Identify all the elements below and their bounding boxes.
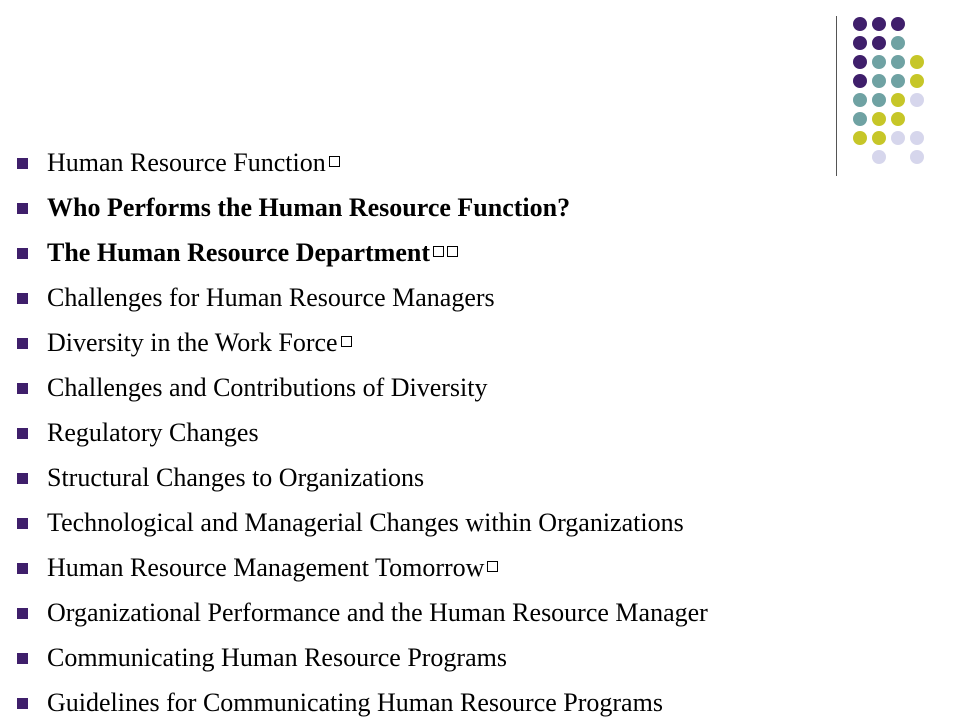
square-bullet-icon [17,293,28,304]
decorative-dot [872,74,886,88]
square-bullet-icon [17,653,28,664]
bullet-text: Guidelines for Communicating Human Resource Programs [47,688,663,717]
bullet-item [0,548,900,593]
bullet-text: Human Resource Management Tomorrow [47,553,485,582]
bullet-item [0,233,900,278]
missing-glyph-box-icon [433,246,444,257]
bullet-item [0,503,900,548]
bullet-item [0,458,900,503]
bullet-item [0,638,900,683]
decorative-dot-grid [853,17,953,157]
decorative-dot [910,55,924,69]
decorative-dot [891,55,905,69]
decorative-dot [891,93,905,107]
bullet-item [0,143,900,188]
missing-glyph-box-icon [329,156,340,167]
decorative-dot [891,36,905,50]
missing-glyph-box-icon [487,561,498,572]
bullet-text: Challenges for Human Resource Managers [47,283,495,312]
square-bullet-icon [17,338,28,349]
decorative-dot [872,17,886,31]
bullet-item [0,323,900,368]
decorative-dot [872,55,886,69]
bullet-text: Technological and Managerial Changes within Organizations [47,508,684,537]
bullet-item [0,188,900,233]
decorative-dot [872,36,886,50]
bullet-item [0,413,900,458]
square-bullet-icon [17,473,28,484]
decorative-dot [853,74,867,88]
bullet-text: Regulatory Changes [47,418,259,447]
bullet-text: Who Performs the Human Resource Function? [47,193,571,222]
bullet-text: Diversity in the Work Force [47,328,338,357]
bullet-item [0,368,900,413]
bullet-text: Organizational Performance and the Human Resource Manager [47,598,708,627]
decorative-dot [853,17,867,31]
decorative-dot [910,150,924,164]
missing-glyph-box-icon [341,336,352,347]
bullet-item [0,278,900,323]
square-bullet-icon [17,518,28,529]
decorative-dot [910,131,924,145]
bullet-text: The Human Resource Department [47,238,430,267]
decorative-dot [853,36,867,50]
bullet-text: Communicating Human Resource Programs [47,643,507,672]
decorative-dot [872,112,886,126]
square-bullet-icon [17,248,28,259]
square-bullet-icon [17,203,28,214]
bullet-item [0,593,900,638]
square-bullet-icon [17,383,28,394]
decorative-dot [910,93,924,107]
square-bullet-icon [17,158,28,169]
square-bullet-icon [17,698,28,709]
decorative-dot [853,55,867,69]
bullet-item [0,683,900,728]
square-bullet-icon [17,563,28,574]
missing-glyph-box-icon [447,246,458,257]
decorative-dot [891,74,905,88]
decorative-dot [891,112,905,126]
decorative-dot [853,112,867,126]
decorative-dot [891,17,905,31]
square-bullet-icon [17,608,28,619]
decorative-dot [872,93,886,107]
square-bullet-icon [17,428,28,439]
bullet-text: Structural Changes to Organizations [47,463,425,492]
bullet-text: Human Resource Function [47,148,326,177]
decorative-dot [853,93,867,107]
bullet-list [0,143,900,728]
decorative-dot [910,74,924,88]
bullet-text: Challenges and Contributions of Diversity [47,373,488,402]
